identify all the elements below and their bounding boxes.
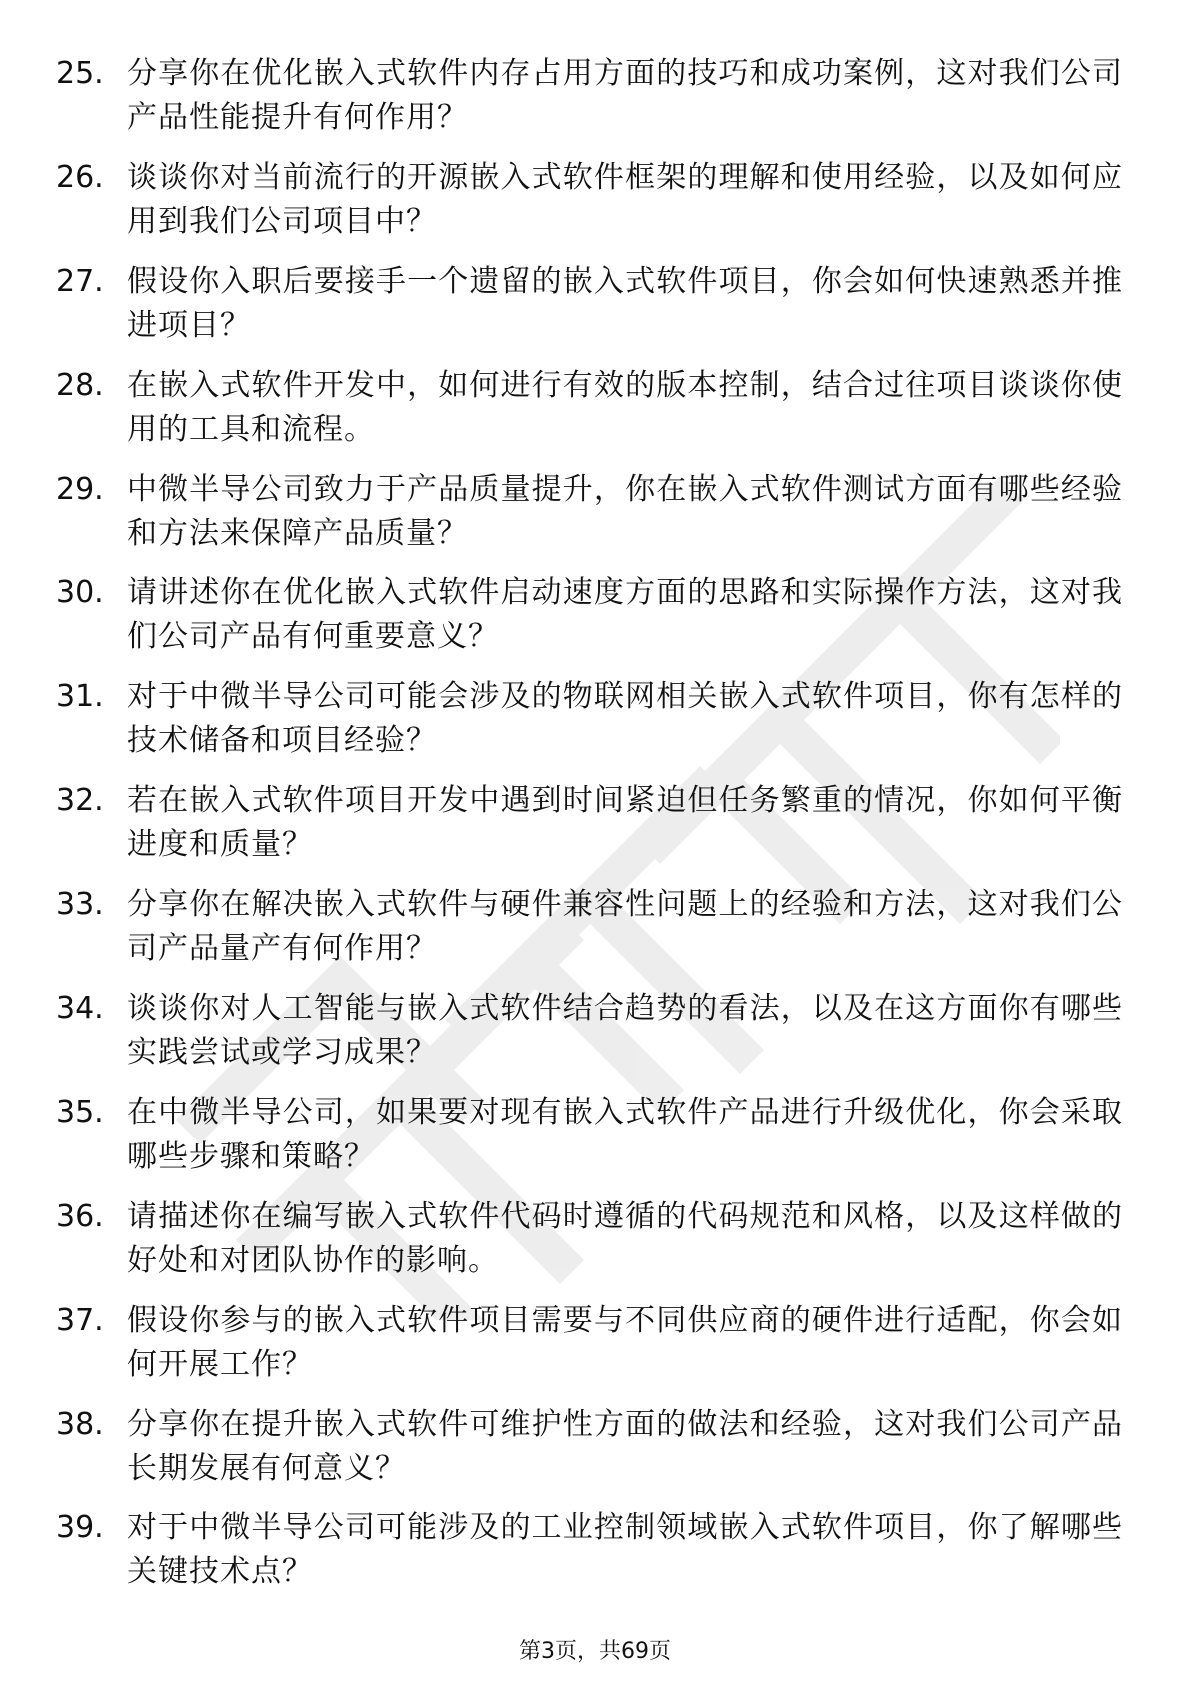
question-text: 若在嵌入式软件项目开发中遇到时间紧迫但任务繁重的情况，你如何平衡进度和质量？ xyxy=(127,783,1123,863)
question-text: 在中微半导公司，如果要对现有嵌入式软件产品进行升级优化，你会采取哪些步骤和策略？ xyxy=(127,1094,1123,1174)
question-number: 32. xyxy=(56,783,104,819)
list-item xyxy=(0,156,1190,260)
question-number: 38. xyxy=(56,1406,104,1442)
list-item xyxy=(0,260,1190,364)
question-number: 25. xyxy=(56,56,104,91)
list-item xyxy=(0,987,1190,1091)
question-number: 27. xyxy=(56,263,104,299)
question-text: 谈谈你对人工智能与嵌入式软件结合趋势的看法，以及在这方面你有哪些实践尝试或学习成果？ xyxy=(127,991,1123,1071)
list-item xyxy=(0,883,1190,987)
list-item xyxy=(0,364,1190,468)
question-text: 在嵌入式软件开发中，如何进行有效的版本控制，结合过往项目谈谈你使用的工具和流程。 xyxy=(127,367,1123,447)
list-item xyxy=(0,1091,1190,1195)
question-number: 31. xyxy=(56,679,104,715)
list-item xyxy=(0,571,1190,675)
question-number: 36. xyxy=(56,1198,104,1234)
list-item xyxy=(0,52,1190,156)
question-text: 请描述你在编写嵌入式软件代码时遵循的代码规范和风格，以及这样做的好处和对团队协作的影响。 xyxy=(127,1198,1123,1278)
question-number: 39. xyxy=(56,1510,104,1546)
question-number: 33. xyxy=(56,887,104,923)
question-text: 分享你在提升嵌入式软件可维护性方面的做法和经验，这对我们公司产品长期发展有何意义？ xyxy=(127,1406,1123,1486)
question-text: 请讲述你在优化嵌入式软件启动速度方面的思路和实际操作方法，这对我们公司产品有何重要意义？ xyxy=(127,575,1123,655)
page-number-footer: 第3页，共69页 xyxy=(519,1639,671,1664)
question-text: 谈谈你对当前流行的开源嵌入式软件框架的理解和使用经验，以及如何应用到我们公司项目中？ xyxy=(127,159,1123,239)
question-list xyxy=(0,52,1190,1610)
question-number: 30. xyxy=(56,575,104,611)
question-text: 假设你参与的嵌入式软件项目需要与不同供应商的硬件进行适配，你会如何开展工作？ xyxy=(127,1302,1123,1382)
question-number: 29. xyxy=(56,471,104,507)
question-number: 28. xyxy=(56,367,104,403)
list-item xyxy=(0,1506,1190,1610)
question-text: 对于中微半导公司可能涉及的工业控制领域嵌入式软件项目，你了解哪些关键技术点？ xyxy=(127,1510,1123,1590)
list-item xyxy=(0,1403,1190,1507)
question-number: 37. xyxy=(56,1302,104,1338)
question-number: 34. xyxy=(56,991,104,1027)
question-text: 中微半导公司致力于产品质量提升，你在嵌入式软件测试方面有哪些经验和方法来保障产品质量？ xyxy=(127,471,1123,551)
list-item xyxy=(0,675,1190,779)
question-text: 分享你在优化嵌入式软件内存占用方面的技巧和成功案例，这对我们公司产品性能提升有何作用？ xyxy=(127,56,1123,135)
list-item xyxy=(0,1299,1190,1403)
list-item xyxy=(0,779,1190,883)
list-item xyxy=(0,1195,1190,1299)
question-text: 分享你在解决嵌入式软件与硬件兼容性问题上的经验和方法，这对我们公司产品量产有何作用？ xyxy=(127,887,1123,967)
question-text: 假设你入职后要接手一个遗留的嵌入式软件项目，你会如何快速熟悉并推进项目？ xyxy=(127,263,1123,343)
question-number: 35. xyxy=(56,1094,104,1130)
question-number: 26. xyxy=(56,159,104,195)
question-text: 对于中微半导公司可能会涉及的物联网相关嵌入式软件项目，你有怎样的技术储备和项目经验？ xyxy=(127,679,1123,759)
list-item xyxy=(0,468,1190,572)
